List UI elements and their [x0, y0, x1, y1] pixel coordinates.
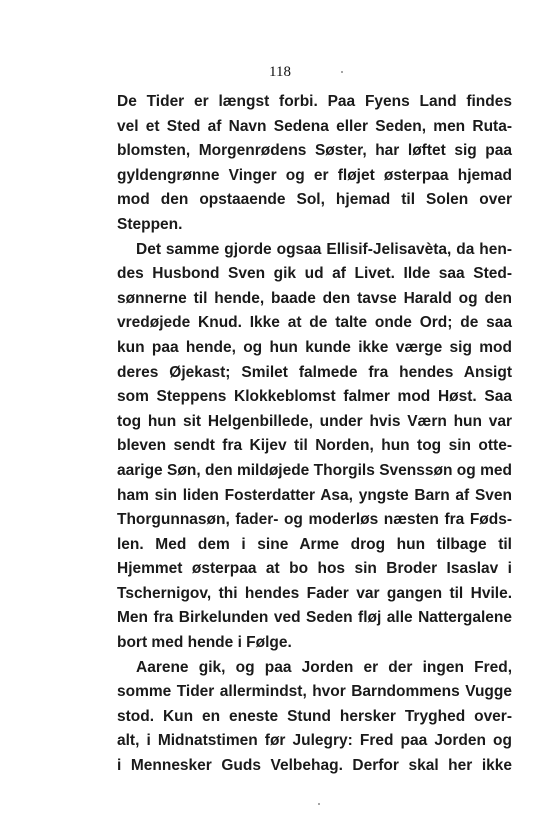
paper-speck — [318, 803, 320, 805]
text-line: aarige Søn, den mildøjede Thorgils Svenssøn og med — [117, 461, 512, 479]
text-line: kun paa hende, og hun kunde ikke værge sig mod — [117, 338, 512, 356]
text-line: somme Tider allermindst, hvor Barndommens Vugge — [117, 683, 512, 701]
text-line: tog hun sit Helgenbillede, under hvis Værn hun var — [117, 412, 512, 430]
text-line: des Husbond Sven gik ud af Livet. Ilde saa Sted- — [117, 265, 512, 283]
text-line: mod den opstaaende Sol, hjemad til Solen over — [117, 191, 512, 209]
text-line: len. Med dem i sine Arme drog hun tilbage til — [117, 535, 512, 553]
text-line: Men fra Birkelunden ved Seden fløj alle Nattergalene — [117, 609, 512, 627]
text-line: Thorgunnasøn, fader- og moderløs næsten fra Føds- — [117, 511, 512, 529]
text-line: sønnerne til hende, baade den tavse Harald og den — [117, 289, 512, 307]
text-line: Aarene gik, og paa Jorden er der ingen Fred, — [136, 658, 512, 676]
text-line: De Tider er længst forbi. Paa Fyens Land findes — [117, 93, 512, 110]
text-line: stod. Kun en eneste Stund hersker Tryghed over- — [117, 707, 512, 725]
text-line: i Mennesker Guds Velbehag. Derfor skal her ikke — [117, 757, 512, 775]
text-line: alt, i Midnatstimen før Julegry: Fred paa Jorden og — [117, 732, 512, 750]
text-line: Tschernigov, thi hendes Fader var gangen til Hvile. — [117, 584, 512, 602]
text-line: Hjemmet østerpaa at bo hos sin Broder Isaslav i — [117, 560, 512, 578]
text-line: bort med hende i Følge. — [117, 634, 292, 652]
text-line: deres Øjekast; Smilet falmede fra hendes Ansigt — [117, 363, 512, 381]
text-line: Det samme gjorde ogsaa Ellisif-Jelisavèta, da hen- — [136, 240, 512, 258]
page-number: 118 — [269, 64, 291, 80]
paper-speck — [341, 71, 343, 73]
text-line: gyldengrønne Vinger og er fløjet østerpaa hjemad — [117, 166, 512, 184]
text-line: Steppen. — [117, 215, 183, 233]
text-line: ham sin liden Fosterdatter Asa, yngste Barn af Sven — [117, 486, 512, 504]
text-line: vredøjede Knud. Ikke at de talte onde Ord; de saa — [117, 314, 512, 332]
text-line: vel et Sted af Navn Sedena eller Seden, men Ruta- — [117, 117, 512, 135]
text-line: bleven sendt fra Kijev til Norden, hun tog sin otte- — [117, 437, 512, 455]
text-line: blomsten, Morgenrødens Søster, har løftet sig paa — [117, 142, 512, 160]
body-text — [117, 90, 512, 779]
text-line: som Steppens Klokkeblomst falmer mod Høst. Saa — [117, 388, 512, 406]
